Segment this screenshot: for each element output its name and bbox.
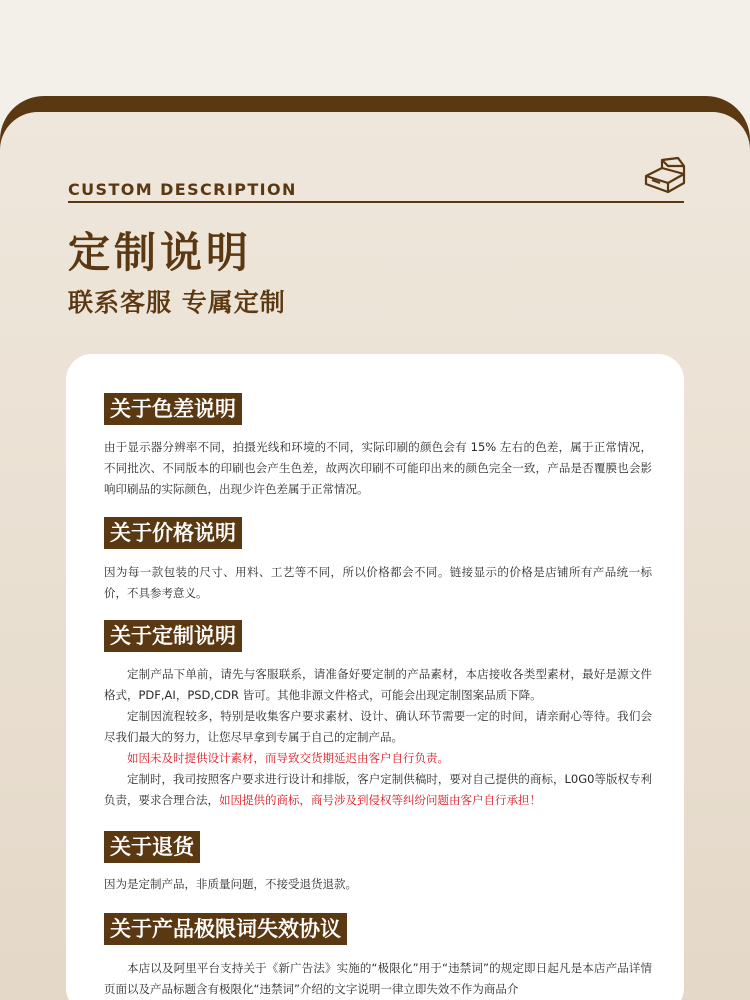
warning-text: 如因提供的商标，商号涉及到侵权等纠纷问题由客户自行承担！: [219, 793, 541, 807]
section-heading-customization: 关于定制说明: [104, 620, 242, 652]
section-body-extreme-words: [104, 958, 652, 1000]
paragraph-text: 定制时，我司按照客户要求进行设计和排版，客户定制供稿时，要对自己提供的商标，L0G0等版权专利负责，要求合理合法，: [104, 772, 652, 807]
page-subtitle: 联系客服 专属定制: [68, 288, 286, 317]
paragraph: [104, 769, 652, 811]
section-body-color-difference: [104, 437, 652, 500]
section-body-customization: [104, 664, 652, 811]
section-body-price: [104, 562, 652, 604]
page-title: 定制说明: [68, 228, 253, 277]
section-heading-price: 关于价格说明: [104, 517, 242, 549]
section-heading-returns: 关于退货: [104, 831, 200, 863]
paragraph: 定制产品下单前，请先与客服联系，请准备好要定制的产品素材，本店接收各类型素材，最好是源文件格式，PDF,AI，PSD,CDR 皆可。其他非源文件格式，可能会出现定制图案品质下降。: [104, 667, 652, 702]
header-divider: [68, 201, 684, 203]
paragraph: 因为每一款包装的尺寸、用料、工艺等不同，所以价格都会不同。链接显示的价格是店铺所有产品统一标价，不具参考意义。: [104, 565, 652, 600]
box-icon: [644, 156, 686, 196]
section-body-returns: [104, 874, 652, 895]
eyebrow-label: CUSTOM DESCRIPTION: [68, 180, 297, 199]
section-heading-extreme-words: 关于产品极限词失效协议: [104, 913, 347, 945]
paragraph: 定制因流程较多，特别是收集客户要求素材、设计、确认环节需要一定的时间，请亲耐心等待。我们会尽我们最大的努力，让您尽早拿到专属于自己的定制产品。: [104, 709, 652, 744]
paragraph: 由于显示器分辨率不同，拍摄光线和环境的不同，实际印刷的颜色会有 15% 左右的色差，属于正常情况，不同批次、不同版本的印刷也会产生色差，故两次印刷不可能印出来的颜色完全一致，产品是否覆膜也会影响印刷品的实际颜色，出现少许色差属于正常情况。: [104, 440, 652, 496]
warning-paragraph: 如因未及时提供设计素材，而导致交货期延迟由客户自行负责。: [127, 751, 449, 765]
paragraph: 本店以及阿里平台支持关于《新广告法》实施的“极限化”用于“违禁词”的规定即日起凡是本店产品详情页面以及产品标题含有极限化“违禁词”介绍的文字说明一律立即失效不作为商品介: [104, 961, 652, 996]
section-heading-color-difference: 关于色差说明: [104, 393, 242, 425]
paragraph: 因为是定制产品，非质量问题，不接受退货退款。: [104, 877, 357, 891]
